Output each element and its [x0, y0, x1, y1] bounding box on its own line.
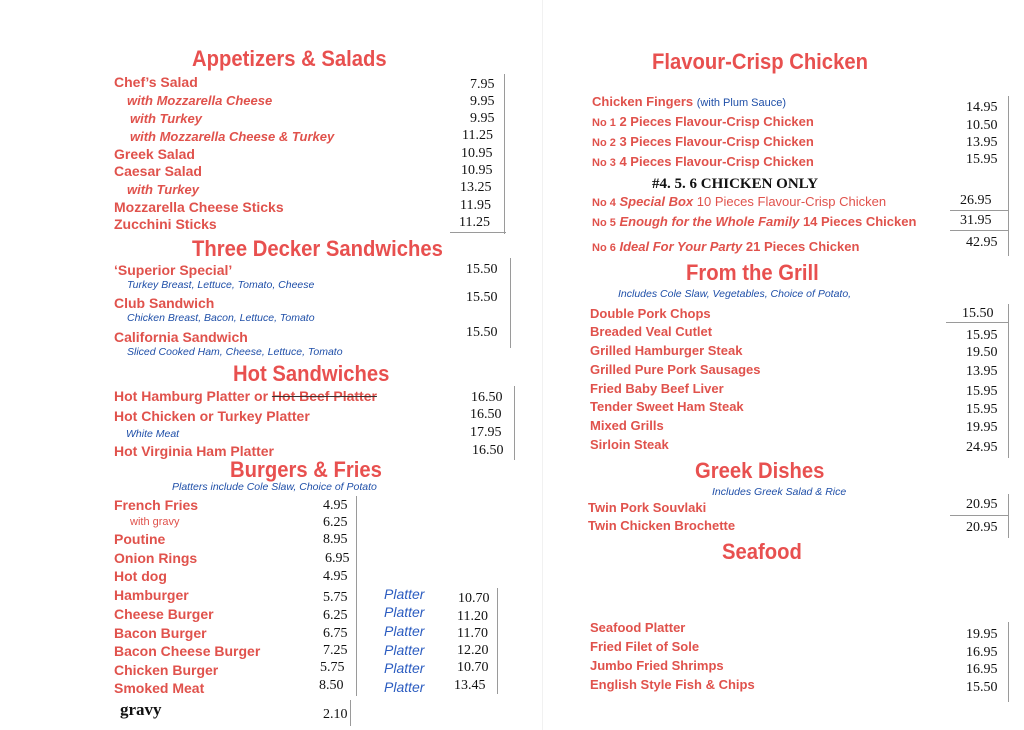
- menu-item-name: English Style Fish & Chips: [590, 677, 755, 692]
- special-name: Enough for the Whole Family: [619, 214, 800, 229]
- combo-number: No 3: [592, 157, 616, 169]
- menu-item-name: Chef’s Salad: [114, 74, 198, 90]
- menu-item-description: Turkey Breast, Lettuce, Tomato, Cheese: [127, 279, 315, 291]
- menu-item-name: Chicken Burger: [114, 662, 219, 678]
- menu-item-name: Double Pork Chops: [590, 306, 711, 321]
- menu-item-price: 20.95: [966, 497, 998, 512]
- price-column-rule: [1008, 96, 1009, 256]
- menu-item-name-text: Hot Hamburg Platter or: [114, 388, 269, 404]
- menu-item-name: Club Sandwich: [114, 295, 215, 311]
- menu-item-price: 7.95: [470, 77, 495, 92]
- menu-item-name: [592, 154, 814, 169]
- menu-item-name: [592, 194, 886, 209]
- price-column-rule: [1008, 494, 1009, 538]
- three-decker-heading: Three Decker Sandwiches: [192, 236, 443, 261]
- menu-item-name: Hot Virginia Ham Platter: [114, 443, 275, 459]
- special-name: Special Box: [619, 194, 694, 209]
- menu-item-name: Fried Baby Beef Liver: [590, 381, 724, 396]
- price-column-rule: [504, 74, 505, 234]
- menu-item-name: [592, 239, 859, 254]
- menu-item-price: 6.75: [323, 626, 348, 641]
- menu-item-price: 5.75: [320, 660, 345, 675]
- menu-item-price: 5.75: [323, 590, 348, 605]
- platter-price: 13.45: [454, 678, 486, 693]
- platter-price: 10.70: [457, 660, 489, 675]
- platter-label: Platter: [384, 679, 425, 695]
- price-underline: [950, 230, 1008, 231]
- platter-label: Platter: [384, 642, 425, 658]
- menu-item-price: 16.95: [966, 645, 998, 660]
- menu-item-price: 15.95: [966, 328, 998, 343]
- platter-price: 12.20: [457, 643, 489, 658]
- menu-item-name: with Turkey: [127, 182, 200, 197]
- platter-label: Platter: [384, 660, 425, 676]
- greek-heading: Greek Dishes: [695, 458, 825, 483]
- menu-item-name: [592, 214, 916, 229]
- menu-item-name: with Turkey: [130, 111, 203, 126]
- special-detail: 21 Pieces Chicken: [745, 239, 860, 254]
- menu-item-name: ‘Superior Special’: [114, 262, 233, 278]
- price-column-rule: [510, 258, 511, 348]
- price-column-rule: [350, 700, 351, 726]
- menu-item-name: Hamburger: [114, 587, 189, 603]
- menu-item-price: 20.95: [966, 520, 998, 535]
- menu-item-name-text: 3 Pieces Flavour-Crisp Chicken: [619, 134, 814, 149]
- menu-item-price: 11.25: [462, 128, 493, 143]
- menu-item-name: Tender Sweet Ham Steak: [590, 399, 744, 414]
- menu-item-name: [592, 114, 814, 129]
- menu-item-price: 24.95: [966, 440, 998, 455]
- menu-item-price: 13.25: [460, 180, 492, 195]
- seafood-heading: Seafood: [722, 539, 802, 564]
- menu-item-name: with gravy: [130, 516, 180, 528]
- page-fold: [542, 0, 543, 730]
- menu-item-name: [592, 134, 814, 149]
- platter-label: Platter: [384, 604, 425, 620]
- menu-item-price: 9.95: [470, 94, 495, 109]
- section-note: Includes Greek Salad & Rice: [712, 486, 847, 498]
- combo-number: No 2: [592, 137, 616, 149]
- section-note: Platters include Cole Slaw, Choice of Potato: [172, 481, 377, 493]
- menu-item-price: 19.95: [966, 627, 998, 642]
- menu-item-name: Hot dog: [114, 568, 167, 584]
- menu-item-price: 15.95: [966, 384, 998, 399]
- combo-number: No 5: [592, 217, 616, 229]
- menu-item-price: 19.50: [966, 345, 998, 360]
- menu-item-price: 4.95: [323, 498, 348, 513]
- menu-item-name: Grilled Pure Pork Sausages: [590, 362, 761, 377]
- price-column-rule: [1008, 304, 1009, 458]
- platter-price: 10.70: [458, 591, 490, 606]
- menu-item-name: Fried Filet of Sole: [590, 639, 700, 654]
- menu-item-name: Bacon Burger: [114, 625, 207, 641]
- section-note: Includes Cole Slaw, Vegetables, Choice of Potato,: [618, 288, 852, 300]
- combo-number: No 4: [592, 197, 616, 209]
- price-underline: [950, 515, 1008, 516]
- platter-price: 11.20: [457, 609, 488, 624]
- menu-item-name-text: 2 Pieces Flavour-Crisp Chicken: [619, 114, 814, 129]
- menu-item-price: 15.50: [466, 262, 498, 277]
- menu-item-name: with Mozzarella Cheese: [127, 93, 273, 108]
- menu-item-name: Twin Chicken Brochette: [588, 518, 736, 533]
- platter-label: Platter: [384, 623, 425, 639]
- menu-item-price: 31.95: [960, 213, 992, 228]
- menu-item-price: 9.95: [470, 111, 495, 126]
- menu-item-price: 17.95: [470, 425, 502, 440]
- menu-item-price: 6.25: [323, 515, 348, 530]
- combo-number: No 6: [592, 242, 616, 254]
- grill-heading: From the Grill: [686, 260, 819, 285]
- menu-item-price: 15.95: [966, 152, 998, 167]
- menu-item-name-text: 4 Pieces Flavour-Crisp Chicken: [619, 154, 814, 169]
- combo-number: No 1: [592, 117, 616, 129]
- menu-item-price: 13.95: [966, 364, 998, 379]
- menu-item-price: 15.95: [966, 402, 998, 417]
- menu-item-name: [114, 388, 377, 404]
- menu-item-price: 13.95: [966, 135, 998, 150]
- menu-item-price: 8.50: [319, 678, 344, 693]
- price-underline: [450, 232, 506, 233]
- menu-item-name: Breaded Veal Cutlet: [590, 324, 713, 339]
- menu-item-name: Bacon Cheese Burger: [114, 643, 261, 659]
- menu-item-price: 11.25: [459, 215, 490, 230]
- menu-item-name: Hot Chicken or Turkey Platter: [114, 408, 310, 424]
- menu-item-name: Jumbo Fried Shrimps: [590, 658, 724, 673]
- menu-item-price: 2.10: [323, 707, 348, 722]
- menu-item-price: 10.50: [966, 118, 998, 133]
- chicken-only-note: #4. 5. 6 CHICKEN ONLY: [652, 176, 819, 192]
- menu-item-price: 15.50: [466, 290, 498, 305]
- menu-item-name: Caesar Salad: [114, 163, 202, 179]
- menu-item-price: 16.95: [966, 662, 998, 677]
- platter-price: 11.70: [457, 626, 488, 641]
- menu-item-price: 10.95: [461, 146, 493, 161]
- menu-item-description: Sliced Cooked Ham, Cheese, Lettuce, Tomato: [127, 346, 343, 358]
- menu-item-name: Twin Pork Souvlaki: [588, 500, 707, 515]
- chicken-heading: Flavour-Crisp Chicken: [652, 49, 868, 74]
- menu-item-price: 14.95: [966, 100, 998, 115]
- menu-item-name: gravy: [120, 700, 162, 719]
- menu-item-price: 16.50: [471, 390, 503, 405]
- menu-item-price: 19.95: [966, 420, 998, 435]
- menu-item-name: Grilled Hamburger Steak: [590, 343, 743, 358]
- menu-item-price: 6.95: [325, 551, 350, 566]
- price-column-rule: [497, 588, 498, 694]
- menu-item-description: Chicken Breast, Bacon, Lettuce, Tomato: [127, 312, 315, 324]
- special-detail: 14 Pieces Chicken: [802, 214, 917, 229]
- menu-item-price: 7.25: [323, 643, 348, 658]
- struck-menu-item: Hot Beef Platter: [271, 388, 377, 404]
- price-column-rule: [514, 386, 515, 460]
- menu-item-price: 8.95: [323, 532, 348, 547]
- appetizers-heading: Appetizers & Salads: [192, 46, 387, 71]
- burgers-heading: Burgers & Fries: [230, 457, 382, 482]
- menu-item-price: 10.95: [461, 163, 493, 178]
- menu-item-price: 42.95: [966, 235, 998, 250]
- price-underline: [950, 210, 1008, 211]
- special-detail: 10 Pieces Flavour-Crisp Chicken: [696, 194, 887, 209]
- menu-item-name: Cheese Burger: [114, 606, 214, 622]
- price-underline: [946, 322, 1008, 323]
- menu-item-name: Zucchini Sticks: [114, 216, 217, 232]
- menu-item-price: 15.50: [962, 306, 994, 321]
- menu-item-name: Smoked Meat: [114, 680, 205, 696]
- menu-item-price: 16.50: [470, 407, 502, 422]
- menu-item-price: 15.50: [466, 325, 498, 340]
- menu-item-price: 15.50: [966, 680, 998, 695]
- menu-item-name: with Mozzarella Cheese & Turkey: [130, 129, 335, 144]
- menu-item-price: 6.25: [323, 608, 348, 623]
- menu-item-name: Sirloin Steak: [590, 437, 669, 452]
- menu-item-name: Mozzarella Cheese Sticks: [114, 199, 284, 215]
- menu-item-name: Seafood Platter: [590, 620, 686, 635]
- platter-label: Platter: [384, 586, 425, 602]
- price-column-rule: [356, 496, 357, 696]
- menu-item-name: [592, 94, 786, 109]
- menu-item-price: 4.95: [323, 569, 348, 584]
- menu-item-name: Greek Salad: [114, 146, 195, 162]
- menu-item-price: 11.95: [460, 198, 491, 213]
- special-name: Ideal For Your Party: [619, 239, 743, 254]
- menu-item-name: French Fries: [114, 497, 199, 513]
- price-column-rule: [1008, 622, 1009, 702]
- hot-sandwiches-heading: Hot Sandwiches: [233, 361, 390, 386]
- menu-item-price: 26.95: [960, 193, 992, 208]
- menu-item-name-text: Chicken Fingers: [592, 94, 694, 109]
- menu-item-description: White Meat: [126, 428, 180, 440]
- menu-item-name: Poutine: [114, 531, 166, 547]
- menu-item-price: 16.50: [472, 443, 504, 458]
- menu-item-name: Mixed Grills: [590, 418, 664, 433]
- menu-item-name: Onion Rings: [114, 550, 198, 566]
- menu-item-name: California Sandwich: [114, 329, 248, 345]
- menu-item-description: (with Plum Sauce): [696, 97, 787, 109]
